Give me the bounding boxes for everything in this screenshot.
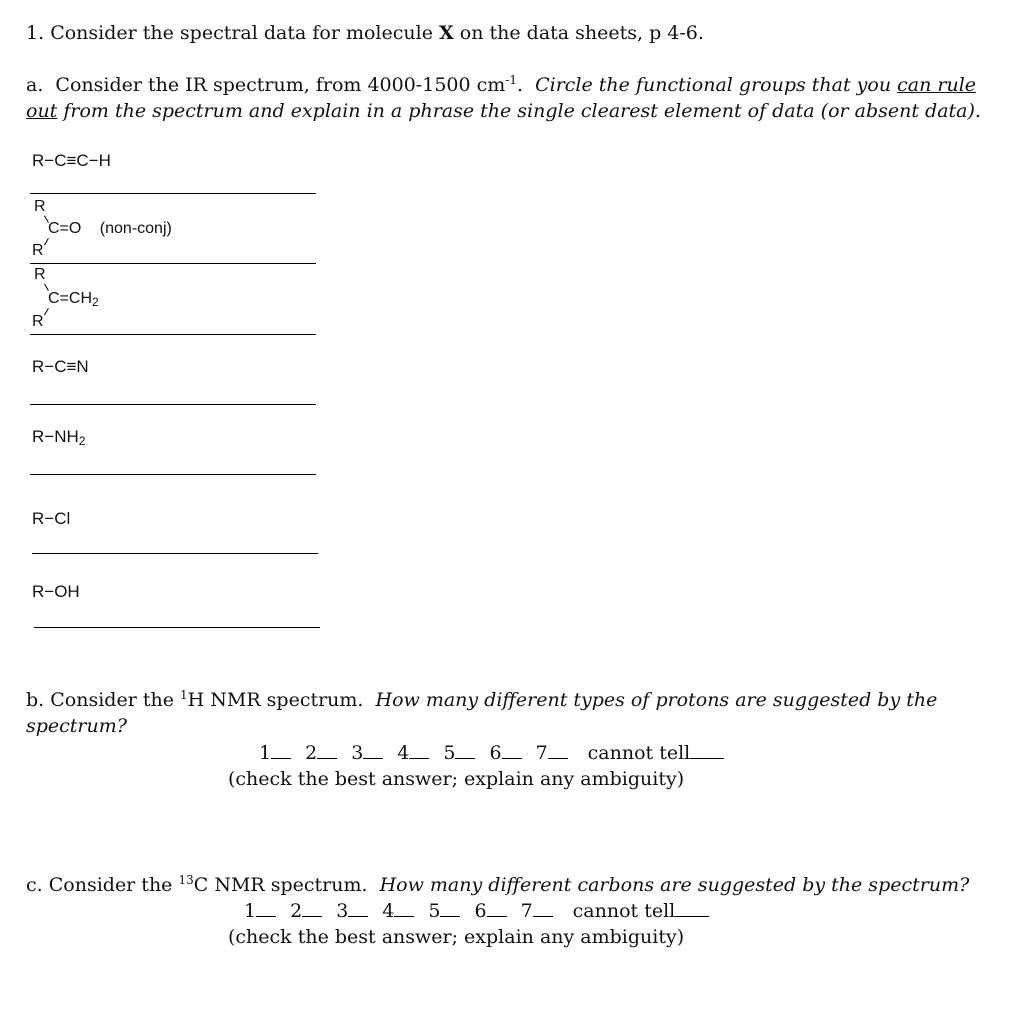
option-5[interactable] — [428, 898, 474, 924]
group-chloride[interactable] — [32, 509, 70, 529]
option-label: 5 — [443, 742, 456, 764]
option-label: 3 — [351, 742, 364, 764]
answer-line-nitrile — [30, 404, 316, 405]
option-label: 3 — [336, 900, 349, 922]
option-cannot-tell[interactable] — [573, 898, 710, 924]
question-text: Consider the spectral data for molecule — [50, 22, 433, 44]
part-b-instruction: (check the best answer; explain any ambiguity) — [228, 768, 685, 790]
part-a-text: Consider the IR spectrum, from 4000-1500 cm — [55, 74, 506, 96]
part-c-instruction: (check the best answer; explain any ambiguity) — [228, 926, 685, 948]
ketone-core-label: C=O — [48, 220, 82, 237]
ketone-note: (non-conj) — [99, 220, 172, 237]
question-text-end: on the data sheets, p 4-6. — [459, 22, 704, 44]
option-6[interactable] — [489, 740, 535, 766]
option-label: 5 — [428, 900, 441, 922]
group-nitrile-label: R−C≡N — [32, 357, 89, 376]
part-a-line2 — [26, 98, 981, 124]
option-label: 1 — [244, 900, 257, 922]
group-alkyne-label: R−C≡C−H — [32, 151, 111, 170]
group-amine-sub: 2 — [78, 434, 86, 448]
part-b-italic2: spectrum? — [26, 715, 127, 737]
ketone-bond-bottom — [44, 238, 49, 245]
option-label: cannot tell — [572, 900, 676, 922]
part-a-underline2: out — [26, 100, 58, 122]
part-a-label: a. — [26, 74, 44, 96]
option-label: 7 — [535, 742, 548, 764]
alkene-core — [48, 290, 99, 309]
ketone-core — [48, 220, 172, 238]
option-2[interactable] — [305, 740, 351, 766]
answer-line-amine — [30, 474, 316, 475]
option-1[interactable] — [259, 740, 305, 766]
part-a-sup: -1 — [505, 73, 517, 87]
option-6[interactable] — [474, 898, 520, 924]
group-nitrile[interactable] — [32, 357, 89, 377]
group-amine[interactable] — [32, 427, 85, 448]
option-3[interactable] — [336, 898, 382, 924]
ketone-r-bottom: R — [32, 242, 44, 259]
option-label: 6 — [489, 742, 502, 764]
option-5[interactable] — [443, 740, 489, 766]
part-c-label: c. — [26, 874, 43, 896]
option-label: 2 — [305, 742, 318, 764]
part-a-line1 — [26, 72, 976, 98]
molecule-label: X — [438, 22, 454, 44]
ketone-r-top: R — [34, 198, 46, 215]
option-label: 4 — [382, 900, 395, 922]
alkene-r-bottom: R — [32, 313, 44, 330]
part-a-italic2: from the spectrum and explain in a phrase the single clearest element of data (or absent data). — [63, 100, 981, 122]
part-b-text1: Consider the — [50, 689, 180, 711]
alkene-r-top: R — [34, 266, 46, 283]
option-7[interactable] — [536, 740, 582, 766]
option-7[interactable] — [521, 898, 567, 924]
option-1[interactable] — [244, 898, 290, 924]
part-b-sup: 1 — [179, 688, 188, 702]
part-c-options — [244, 898, 709, 924]
answer-line-alcohol — [34, 627, 320, 628]
part-b-label: b. — [26, 689, 45, 711]
part-b-line1 — [26, 687, 937, 713]
alkene-sub: 2 — [92, 295, 99, 309]
part-a-italic1: Circle the functional groups that you — [535, 74, 892, 96]
option-cannot-tell[interactable] — [588, 740, 725, 766]
option-2[interactable] — [290, 898, 336, 924]
option-4[interactable] — [397, 740, 443, 766]
option-label: 1 — [259, 742, 272, 764]
option-label: 6 — [474, 900, 487, 922]
part-b-line2 — [26, 713, 127, 739]
group-amine-label: R−NH — [32, 427, 79, 446]
part-c-sup: 13 — [178, 873, 194, 887]
part-c-text2: C NMR spectrum. — [193, 874, 368, 896]
question-1 — [26, 20, 704, 46]
part-a-underline1: can rule — [897, 74, 977, 96]
answer-line-alkyne — [30, 193, 316, 194]
group-alkyne[interactable] — [32, 151, 111, 171]
part-b-options — [259, 740, 724, 766]
option-label: 4 — [397, 742, 410, 764]
answer-line-ketone — [30, 263, 316, 264]
part-c-line1 — [26, 872, 969, 898]
part-c-italic: How many different carbons are suggested by the spectrum? — [379, 874, 970, 896]
part-b-italic: How many different types of protons are suggested by the — [375, 689, 938, 711]
option-3[interactable] — [351, 740, 397, 766]
alkene-core-label: C=CH — [48, 290, 93, 307]
question-number: 1. — [26, 22, 45, 44]
option-4[interactable] — [382, 898, 428, 924]
alkene-bond-bottom — [44, 308, 49, 315]
option-label: 2 — [290, 900, 303, 922]
group-alcohol-label: R−OH — [32, 582, 80, 601]
option-label: 7 — [520, 900, 533, 922]
group-chloride-label: R−Cl — [32, 509, 71, 528]
group-alcohol[interactable] — [32, 582, 80, 602]
part-b-text2: H NMR spectrum. — [187, 689, 364, 711]
answer-line-alkene — [30, 334, 316, 335]
option-label: cannot tell — [587, 742, 691, 764]
part-a-period: . — [516, 74, 524, 96]
part-c-text1: Consider the — [48, 874, 179, 896]
answer-line-chloride — [32, 553, 318, 554]
